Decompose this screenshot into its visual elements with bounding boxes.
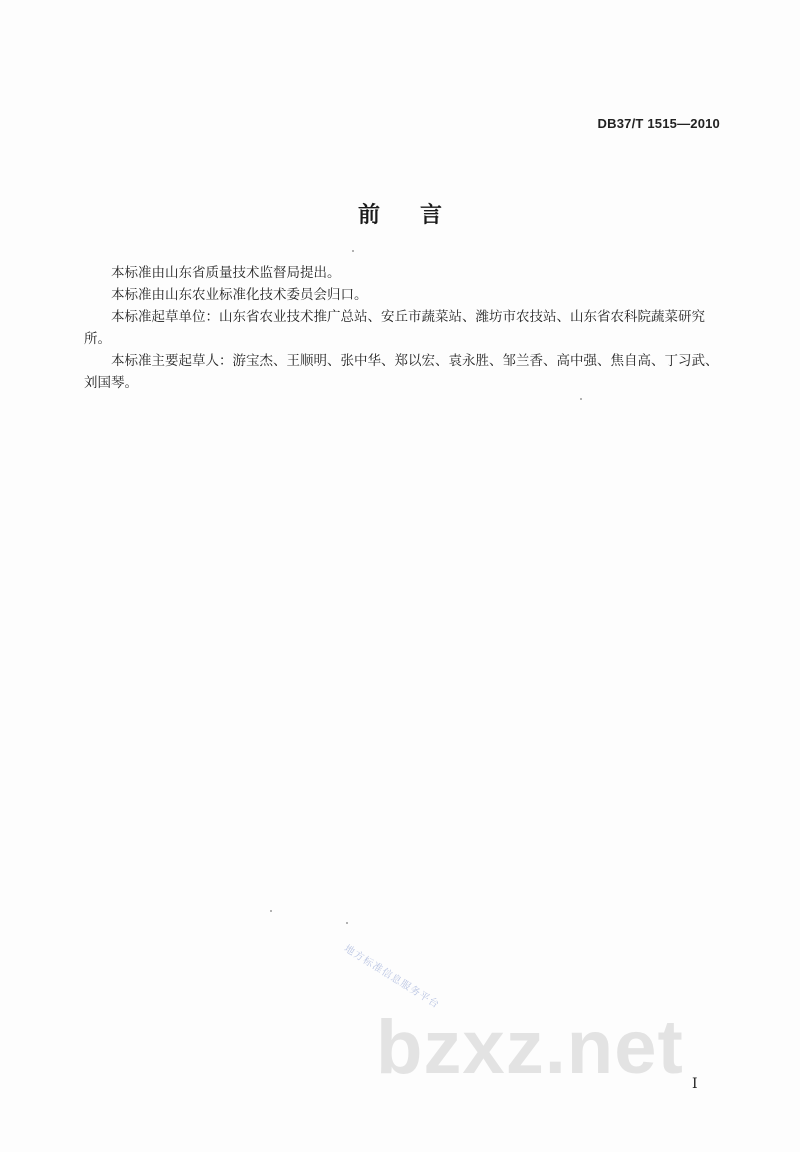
page-title: 前言 — [357, 203, 482, 228]
standard-code: DB37/T 1515—2010 — [597, 116, 720, 131]
scan-speck — [352, 250, 354, 252]
paragraph-centralized-by: 本标准由山东农业标准化技术委员会归口。 — [111, 287, 368, 303]
scan-speck — [346, 922, 348, 924]
watermark-platform-text: 地方标准信息服务平台 — [342, 943, 442, 1012]
paragraph-drafting-units: 本标准起草单位：山东省农业技术推广总站、安丘市蔬菜站、潍坊市农技站、山东省农科院蔬菜研究所。 — [84, 309, 705, 347]
scan-speck — [270, 910, 272, 912]
foreword-body — [84, 262, 724, 394]
watermark-logo-text: bzxz.net — [376, 1005, 684, 1090]
page-number: I — [692, 1076, 698, 1092]
paragraph-proposer: 本标准由山东省质量技术监督局提出。 — [111, 265, 341, 281]
scan-speck — [580, 398, 582, 400]
paragraph-main-drafters: 本标准主要起草人：游宝杰、王顺明、张中华、郑以宏、袁永胜、邹兰香、高中强、焦自高、丁习武、刘国琴。 — [84, 353, 719, 391]
